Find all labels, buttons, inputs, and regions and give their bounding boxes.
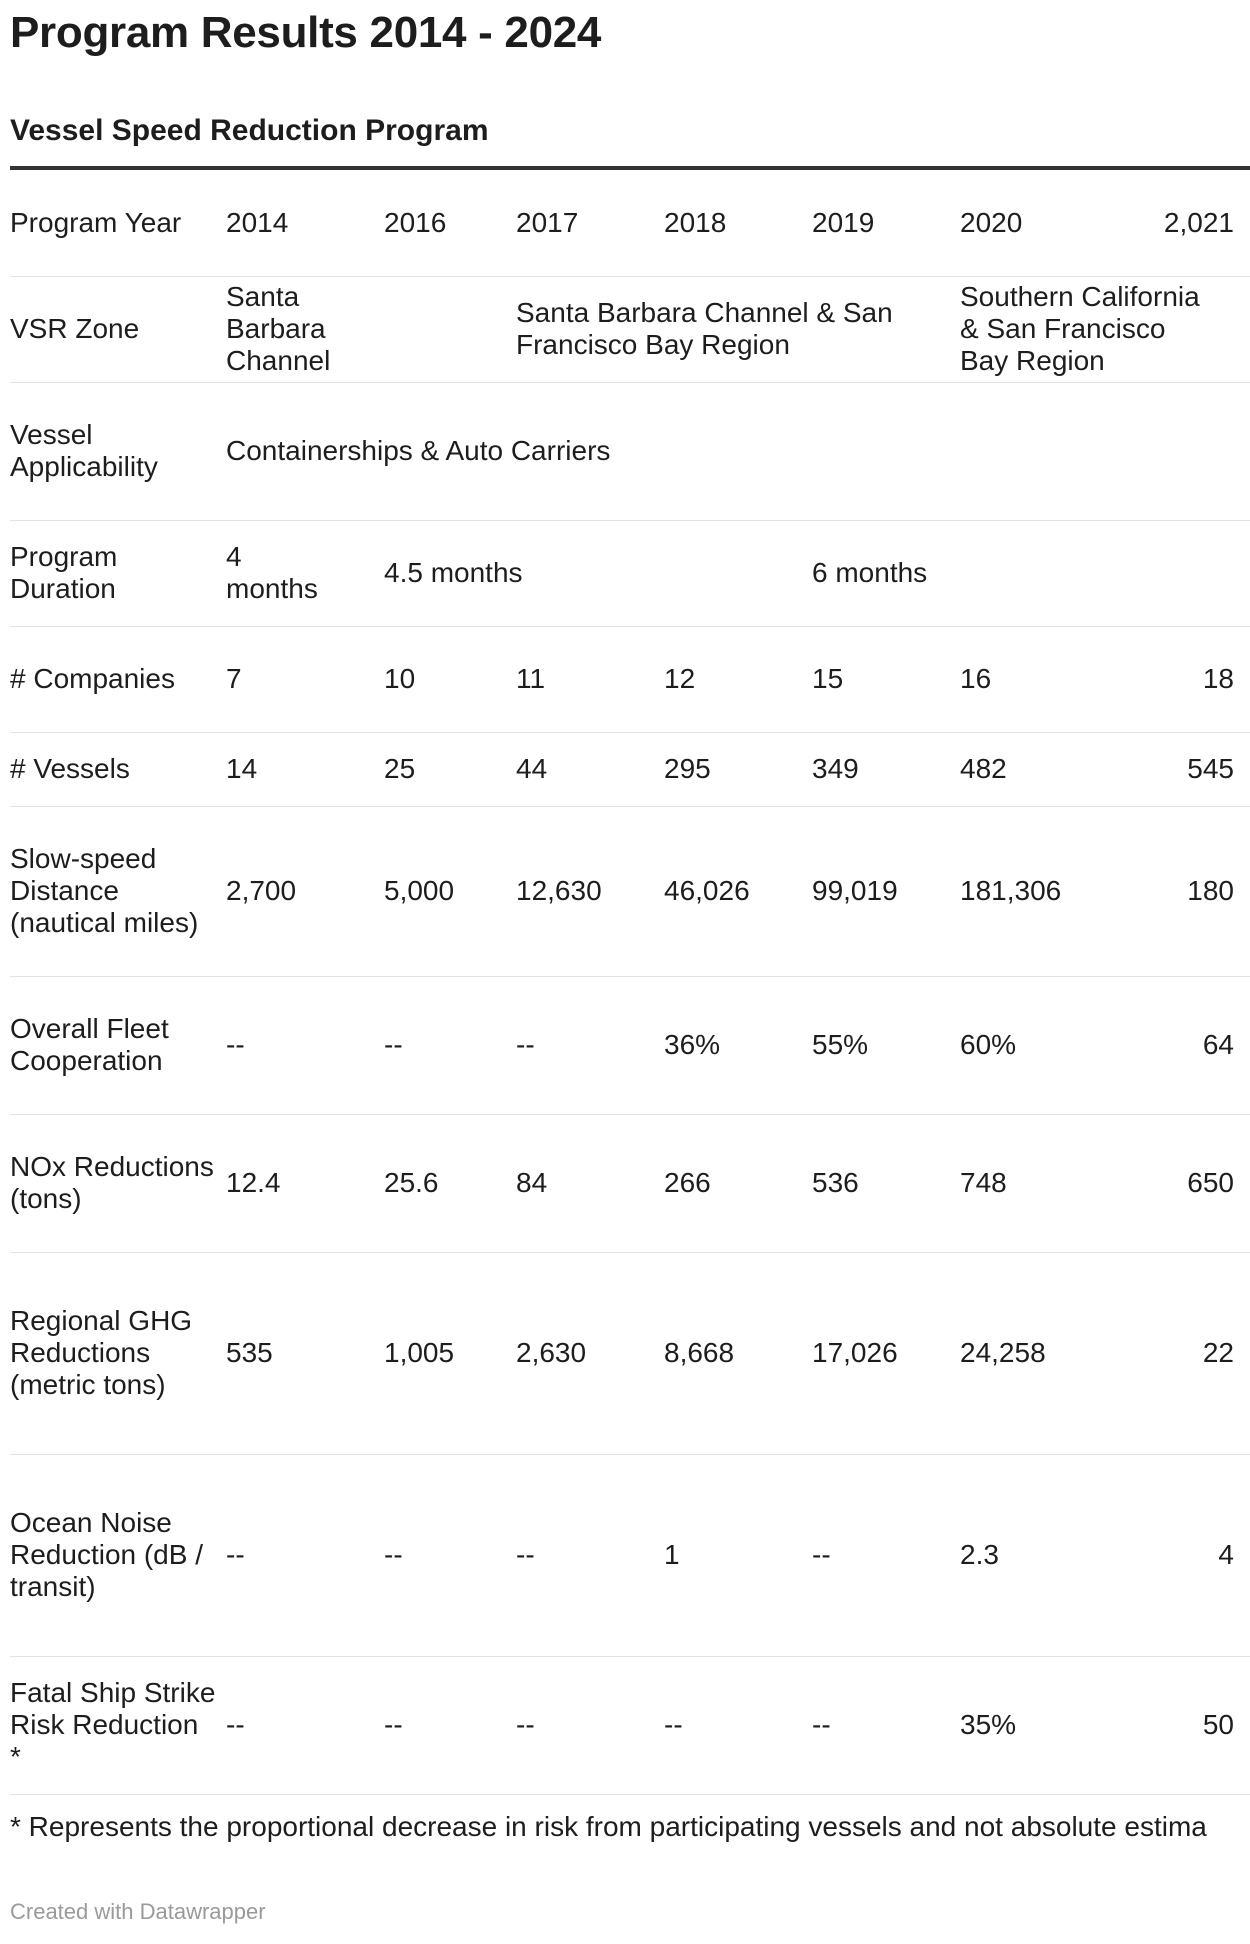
table-cell: --: [516, 976, 664, 1114]
duration-text: 4 months: [226, 541, 318, 604]
table-cell: 15: [812, 626, 960, 732]
row-label: VSR Zone: [10, 276, 226, 382]
table-cell: 8,668: [664, 1252, 812, 1454]
table-cell: 2020: [960, 168, 1108, 276]
results-table-container[interactable]: [10, 166, 1234, 1795]
table-cell: 11: [516, 626, 664, 732]
table-cell: 2018: [664, 168, 812, 276]
row-label: # Vessels: [10, 732, 226, 806]
table-cell: 4.5 months: [384, 520, 812, 626]
table-row-companies: [10, 626, 1250, 732]
table-cell: --: [812, 1656, 960, 1794]
table-cell: 44: [516, 732, 664, 806]
table-cell: 25: [384, 732, 516, 806]
table-cell: 545: [1108, 732, 1250, 806]
table-cell: 60%: [960, 976, 1108, 1114]
table-cell: --: [664, 1656, 812, 1794]
table-row-slow-speed-distance: [10, 806, 1250, 976]
table-cell: 1,005: [384, 1252, 516, 1454]
table-cell: 349: [812, 732, 960, 806]
table-cell: 4: [1108, 1454, 1250, 1656]
table-cell: 14: [226, 732, 384, 806]
table-row-vsr-zone: [10, 276, 1250, 382]
table-row-vessels: [10, 732, 1250, 806]
table-cell: 24,258: [960, 1252, 1108, 1454]
table-subtitle: Vessel Speed Reduction Program: [10, 114, 489, 147]
table-cell: 55%: [812, 976, 960, 1114]
table-cell: 6 months: [812, 520, 1250, 626]
table-cell: 1: [664, 1454, 812, 1656]
table-cell: 17,026: [812, 1252, 960, 1454]
table-cell: 16: [960, 626, 1108, 732]
table-cell: 7: [226, 626, 384, 732]
table-cell: 650: [1108, 1114, 1250, 1252]
zone-text: Southern California & San Francisco Bay Region: [960, 281, 1200, 376]
row-label: Vessel Applicability: [10, 382, 226, 520]
table-cell: 5,000: [384, 806, 516, 976]
table-cell: Santa Barbara Channel: [226, 276, 516, 382]
table-cell: 46,026: [664, 806, 812, 976]
table-cell: --: [226, 1656, 384, 1794]
table-cell: --: [384, 1656, 516, 1794]
table-cell: 180: [1108, 806, 1250, 976]
table-cell: 64: [1108, 976, 1250, 1114]
table-cell: 2014: [226, 168, 384, 276]
table-row-ghg-reductions: [10, 1252, 1250, 1454]
table-cell: --: [226, 1454, 384, 1656]
table-cell: 50: [1108, 1656, 1250, 1794]
table-cell: 84: [516, 1114, 664, 1252]
table-cell: 748: [960, 1114, 1108, 1252]
footnote: * Represents the proportional decrease in risk from participating vessels and not absolute estima: [10, 1811, 1207, 1842]
table-cell: 266: [664, 1114, 812, 1252]
table-cell: 2,630: [516, 1252, 664, 1454]
row-label: Program Year: [10, 168, 226, 276]
table-cell: 22: [1108, 1252, 1250, 1454]
table-cell: --: [812, 1454, 960, 1656]
results-table: [10, 166, 1250, 1795]
table-cell: --: [516, 1454, 664, 1656]
table-row-fleet-cooperation: [10, 976, 1250, 1114]
table-cell: 2,021: [1108, 168, 1250, 276]
table-cell: [226, 520, 384, 626]
row-label: NOx Reductions (tons): [10, 1114, 226, 1252]
table-cell: 2016: [384, 168, 516, 276]
table-row-program-year: [10, 168, 1250, 276]
table-cell: 2017: [516, 168, 664, 276]
table-cell: 25.6: [384, 1114, 516, 1252]
table-cell: 2019: [812, 168, 960, 276]
table-cell: --: [226, 976, 384, 1114]
row-label: Fatal Ship Strike Risk Reduction *: [10, 1656, 226, 1794]
table-cell: 295: [664, 732, 812, 806]
table-cell: [960, 276, 1250, 382]
table-cell: 36%: [664, 976, 812, 1114]
datawrapper-credit[interactable]: Created with Datawrapper: [10, 1899, 266, 1924]
table-cell: 18: [1108, 626, 1250, 732]
table-cell: 482: [960, 732, 1108, 806]
table-row-ocean-noise: [10, 1454, 1250, 1656]
table-row-program-duration: [10, 520, 1250, 626]
table-cell: 181,306: [960, 806, 1108, 976]
row-label: # Companies: [10, 626, 226, 732]
table-cell: 536: [812, 1114, 960, 1252]
table-row-vessel-applicability: [10, 382, 1250, 520]
table-cell: 535: [226, 1252, 384, 1454]
table-cell: 12,630: [516, 806, 664, 976]
table-cell: 99,019: [812, 806, 960, 976]
row-label: Regional GHG Reductions (metric tons): [10, 1252, 226, 1454]
table-cell: 10: [384, 626, 516, 732]
table-cell: 12: [664, 626, 812, 732]
table-cell: 2.3: [960, 1454, 1108, 1656]
table-cell: 2,700: [226, 806, 384, 976]
row-label: Ocean Noise Reduction (dB / transit): [10, 1454, 226, 1656]
row-label: Slow-speed Distance (nautical miles): [10, 806, 226, 976]
table-cell: --: [384, 976, 516, 1114]
table-cell: --: [384, 1454, 516, 1656]
table-cell: 35%: [960, 1656, 1108, 1794]
row-label: Program Duration: [10, 520, 226, 626]
table-cell: Containerships & Auto Carriers: [226, 382, 1250, 520]
row-label: Overall Fleet Cooperation: [10, 976, 226, 1114]
table-cell: Santa Barbara Channel & San Francisco Bay Region: [516, 276, 960, 382]
table-cell: 12.4: [226, 1114, 384, 1252]
table-cell: --: [516, 1656, 664, 1794]
table-row-nox-reductions: [10, 1114, 1250, 1252]
table-row-ship-strike-risk: [10, 1656, 1250, 1794]
page-title: Program Results 2014 - 2024: [10, 8, 602, 57]
